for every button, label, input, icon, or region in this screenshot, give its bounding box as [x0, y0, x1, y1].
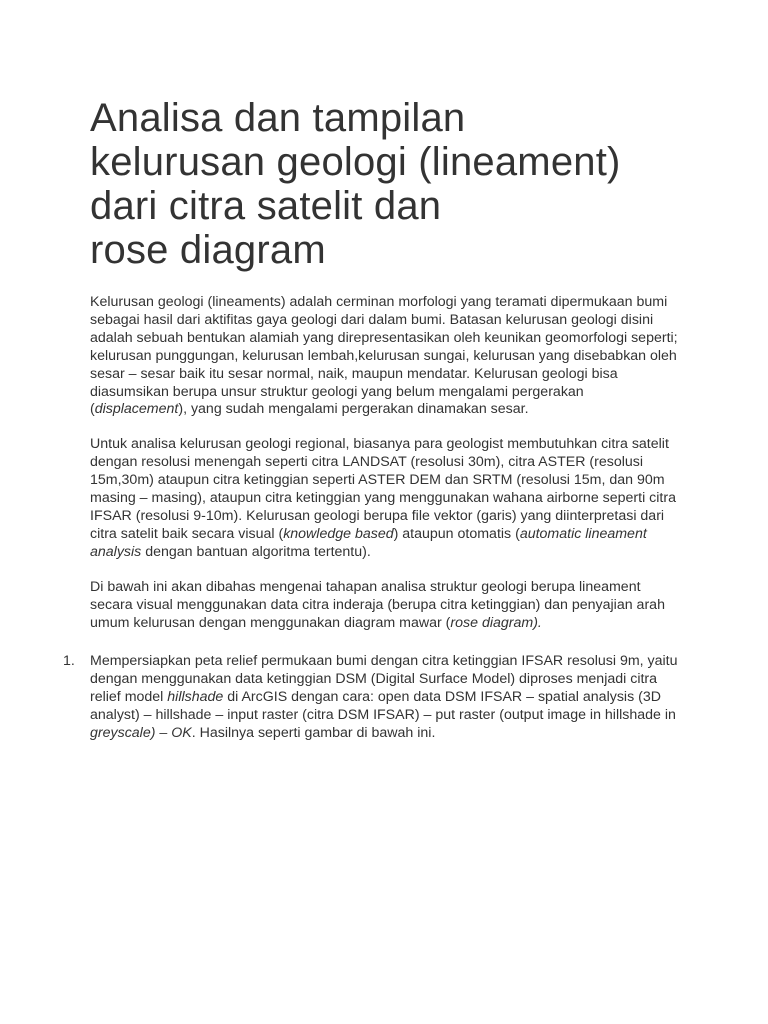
- paragraph-text: Di bawah ini akan dibahas mengenai tahapan analisa struktur geologi berupa lineament secara visual menggunakan data citra inderaja (berupa citra ketinggian) dan penyajian arah umum kelurusan dengan menggunakan diagram mawar (: [90, 578, 665, 631]
- paragraph-text: Kelurusan geologi (lineaments) adalah cerminan morfologi yang teramati dipermukaan bumi sebagai hasil dari aktifitas gaya geologi dari dalam bumi. Batasan kelurusan geologi disini adalah sebuah bentukan alamiah yang direpresentasikan oleh keunikan geomorfologi seperti; kelurusan punggungan, kelurusan lembah,kelurusan sungai, kelurusan yang disebabkan oleh sesar – sesar baik itu sesar normal, naik, maupun mendatar. Kelurusan geologi bisa diasumsikan berupa unsur struktur geologi yang belum mengalami pergerakan (: [90, 294, 678, 418]
- paragraph-text: dengan bantuan algoritma tertentu).: [141, 543, 371, 560]
- emphasis-text: displacement: [94, 401, 179, 418]
- paragraph-text: . Hasilnya seperti gambar di bawah ini.: [191, 725, 436, 742]
- paragraph-text: ) ataupun otomatis (: [393, 525, 520, 542]
- emphasis-text: hillshade: [167, 689, 224, 706]
- paragraph-text: Mempersiapkan peta relief permukaan bumi dengan citra ketinggian IFSAR resolusi 9m, yaitu dengan menggunakan data ketinggian DSM (Digital Surface Model) diproses menjadi citra relief model: [90, 653, 678, 706]
- paragraph-satellite: [90, 436, 680, 561]
- emphasis-text: rose diagram).: [450, 614, 542, 631]
- steps-list: [63, 653, 680, 743]
- paragraph-intro: [90, 294, 680, 419]
- emphasis-text: greyscale) – OK: [90, 725, 192, 742]
- emphasis-text: automatic lineament analysis: [90, 525, 647, 560]
- paragraph-method: [90, 579, 680, 633]
- title-line: rose diagram: [90, 228, 326, 272]
- step-text: [90, 653, 680, 743]
- paragraph-text: Untuk analisa kelurusan geologi regional, biasanya para geologist membutuhkan citra satelit dengan resolusi menengah seperti citra LANDSAT (resolusi 30m), citra ASTER (resolusi 15m,30m) ataupun citra ketinggian seperti ASTER DEM dan SRTM (resolusi 15m, dan 90m masing – masing), ataupun citra ketinggian yang menggunakan wahana airborne seperti citra IFSAR (resolusi 9-10m). Kelurusan geologi berupa file vektor (garis) yang diinterpretasi dari citra satelit baik secara visual (: [90, 436, 676, 542]
- title-line: Analisa dan tampilan: [90, 96, 466, 140]
- paragraph-text: ), yang sudah mengalami pergerakan dinamakan sesar.: [178, 401, 529, 418]
- paragraph-text: di ArcGIS dengan cara: open data DSM IFSAR – spatial analysis (3D analyst) – hillshade – input raster (citra DSM IFSAR) – put raster (output image in hillshade in: [90, 689, 676, 724]
- list-number: 1.: [63, 653, 75, 670]
- title-line: dari citra satelit dan: [90, 184, 442, 228]
- title-line: kelurusan geologi (lineament): [90, 140, 621, 184]
- page-title: [90, 96, 680, 272]
- emphasis-text: knowledge based: [283, 525, 394, 542]
- list-item: [63, 653, 680, 743]
- document-page: [63, 96, 680, 743]
